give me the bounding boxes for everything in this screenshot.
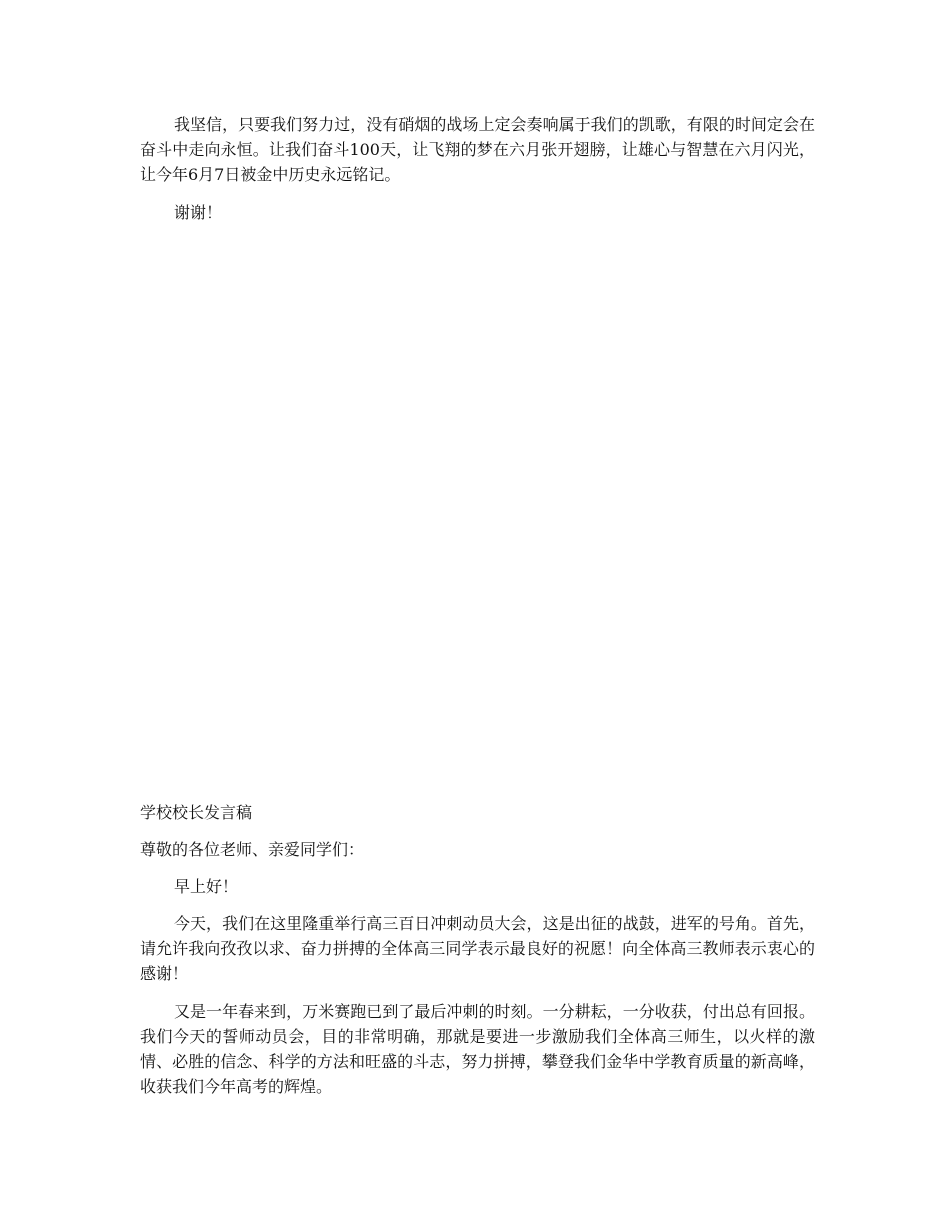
document-title: 学校校长发言稿 xyxy=(140,803,253,822)
principal-speech-section xyxy=(140,800,815,1099)
thanks-line: 谢谢！ xyxy=(174,203,223,222)
closing-paragraph: 我坚信，只要我们努力过，没有硝烟的战场上定会奏响属于我们的凯歌，有限的时间定会在奋斗中走向永恒。让我们奋斗100天，让飞翔的梦在六月张开翅膀，让雄心与智慧在六月闪光，让今年6月7日被金中历史永远铭记。 xyxy=(140,115,815,184)
speech-ending-section xyxy=(140,112,815,225)
body-paragraph: 今天，我们在这里隆重举行高三百日冲刺动员大会，这是出征的战鼓，进军的号角。首先，请允许我向孜孜以求、奋力拼搏的全体高三同学表示最良好的祝愿！向全体高三教师表示衷心的感谢！ xyxy=(140,914,815,983)
salutation: 尊敬的各位老师、亲爱同学们： xyxy=(140,840,365,859)
greeting: 早上好！ xyxy=(174,877,239,896)
body-paragraph: 又是一年春来到，万米赛跑已到了最后冲刺的时刻。一分耕耘，一分收获，付出总有回报。我们今天的誓师动员会，目的非常明确，那就是要进一步激励我们全体高三师生，以火样的激情、必胜的信念、科学的方法和旺盛的斗志，努力拼搏，攀登我们金华中学教育质量的新高峰，收获我们今年高考的辉煌。 xyxy=(140,1002,815,1096)
